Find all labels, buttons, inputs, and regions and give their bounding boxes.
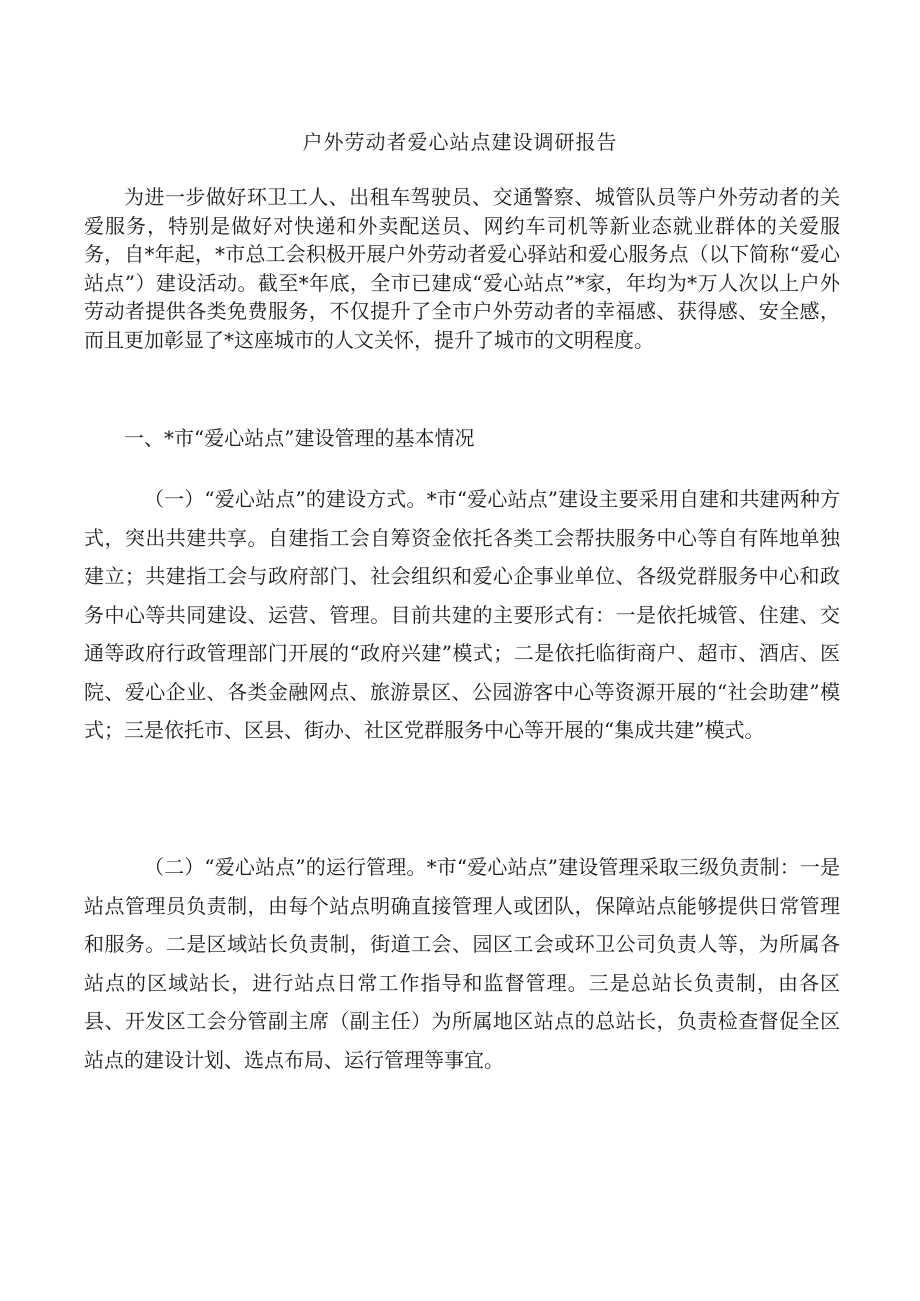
section-heading: 一、*市“爱心站点”建设管理的基本情况 (124, 426, 475, 450)
operation-management-paragraph: （二）“爱心站点”的运行管理。*市“爱心站点”建设管理采取三级负责制：一是站点管理员负责制，由每个站点明确直接管理人或团队，保障站点能够提供日常管理和服务。二是区域站长负责制，街道工会、园区工会或环卫公司负责人等，为所属各站点的区域站长，进行站点日常工作指导和监督管理。三是总站长负责制，由各区县、开发区工会分管副主席（副主任）为所属地区站点的总站长，负责检查督促全区站点的建设计划、选点布局、运行管理等事宜。 (84, 855, 840, 1072)
document-title: 户外劳动者爱心站点建设调研报告 (302, 130, 618, 154)
construction-method-paragraph: （一）“爱心站点”的建设方式。*市“爱心站点”建设主要采用自建和共建两种方式，突出共建共享。自建指工会自筹资金依托各类工会帮扶服务中心等自有阵地单独建立；共建指工会与政府部门、社会组织和爱心企事业单位、各级党群服务中心和政务中心等共同建设、运营、管理。目前共建的主要形式有：一是依托城管、住建、交通等政府行政管理部门开展的“政府兴建”模式；二是依托临街商户、超市、酒店、医院、爱心企业、各类金融网点、旅游景区、公园游客中心等资源开展的“社会助建”模式；三是依托市、区县、街办、社区党群服务中心等开展的“集成共建”模式。 (84, 487, 840, 742)
intro-paragraph: 为进一步做好环卫工人、出租车驾驶员、交通警察、城管队员等户外劳动者的关爱服务，特别是做好对快递和外卖配送员、网约车司机等新业态就业群体的关爱服务，自*年起，*市总工会积极开展户外劳动者爱心驿站和爱心服务点（以下简称“爱心站点”）建设活动。截至*年底，全市已建成“爱心站点”*家，年均为*万人次以上户外劳动者提供各类免费服务，不仅提升了全市户外劳动者的幸福感、获得感、安全感，而且更加彰显了*这座城市的人文关怀，提升了城市的文明程度。 (84, 185, 840, 352)
